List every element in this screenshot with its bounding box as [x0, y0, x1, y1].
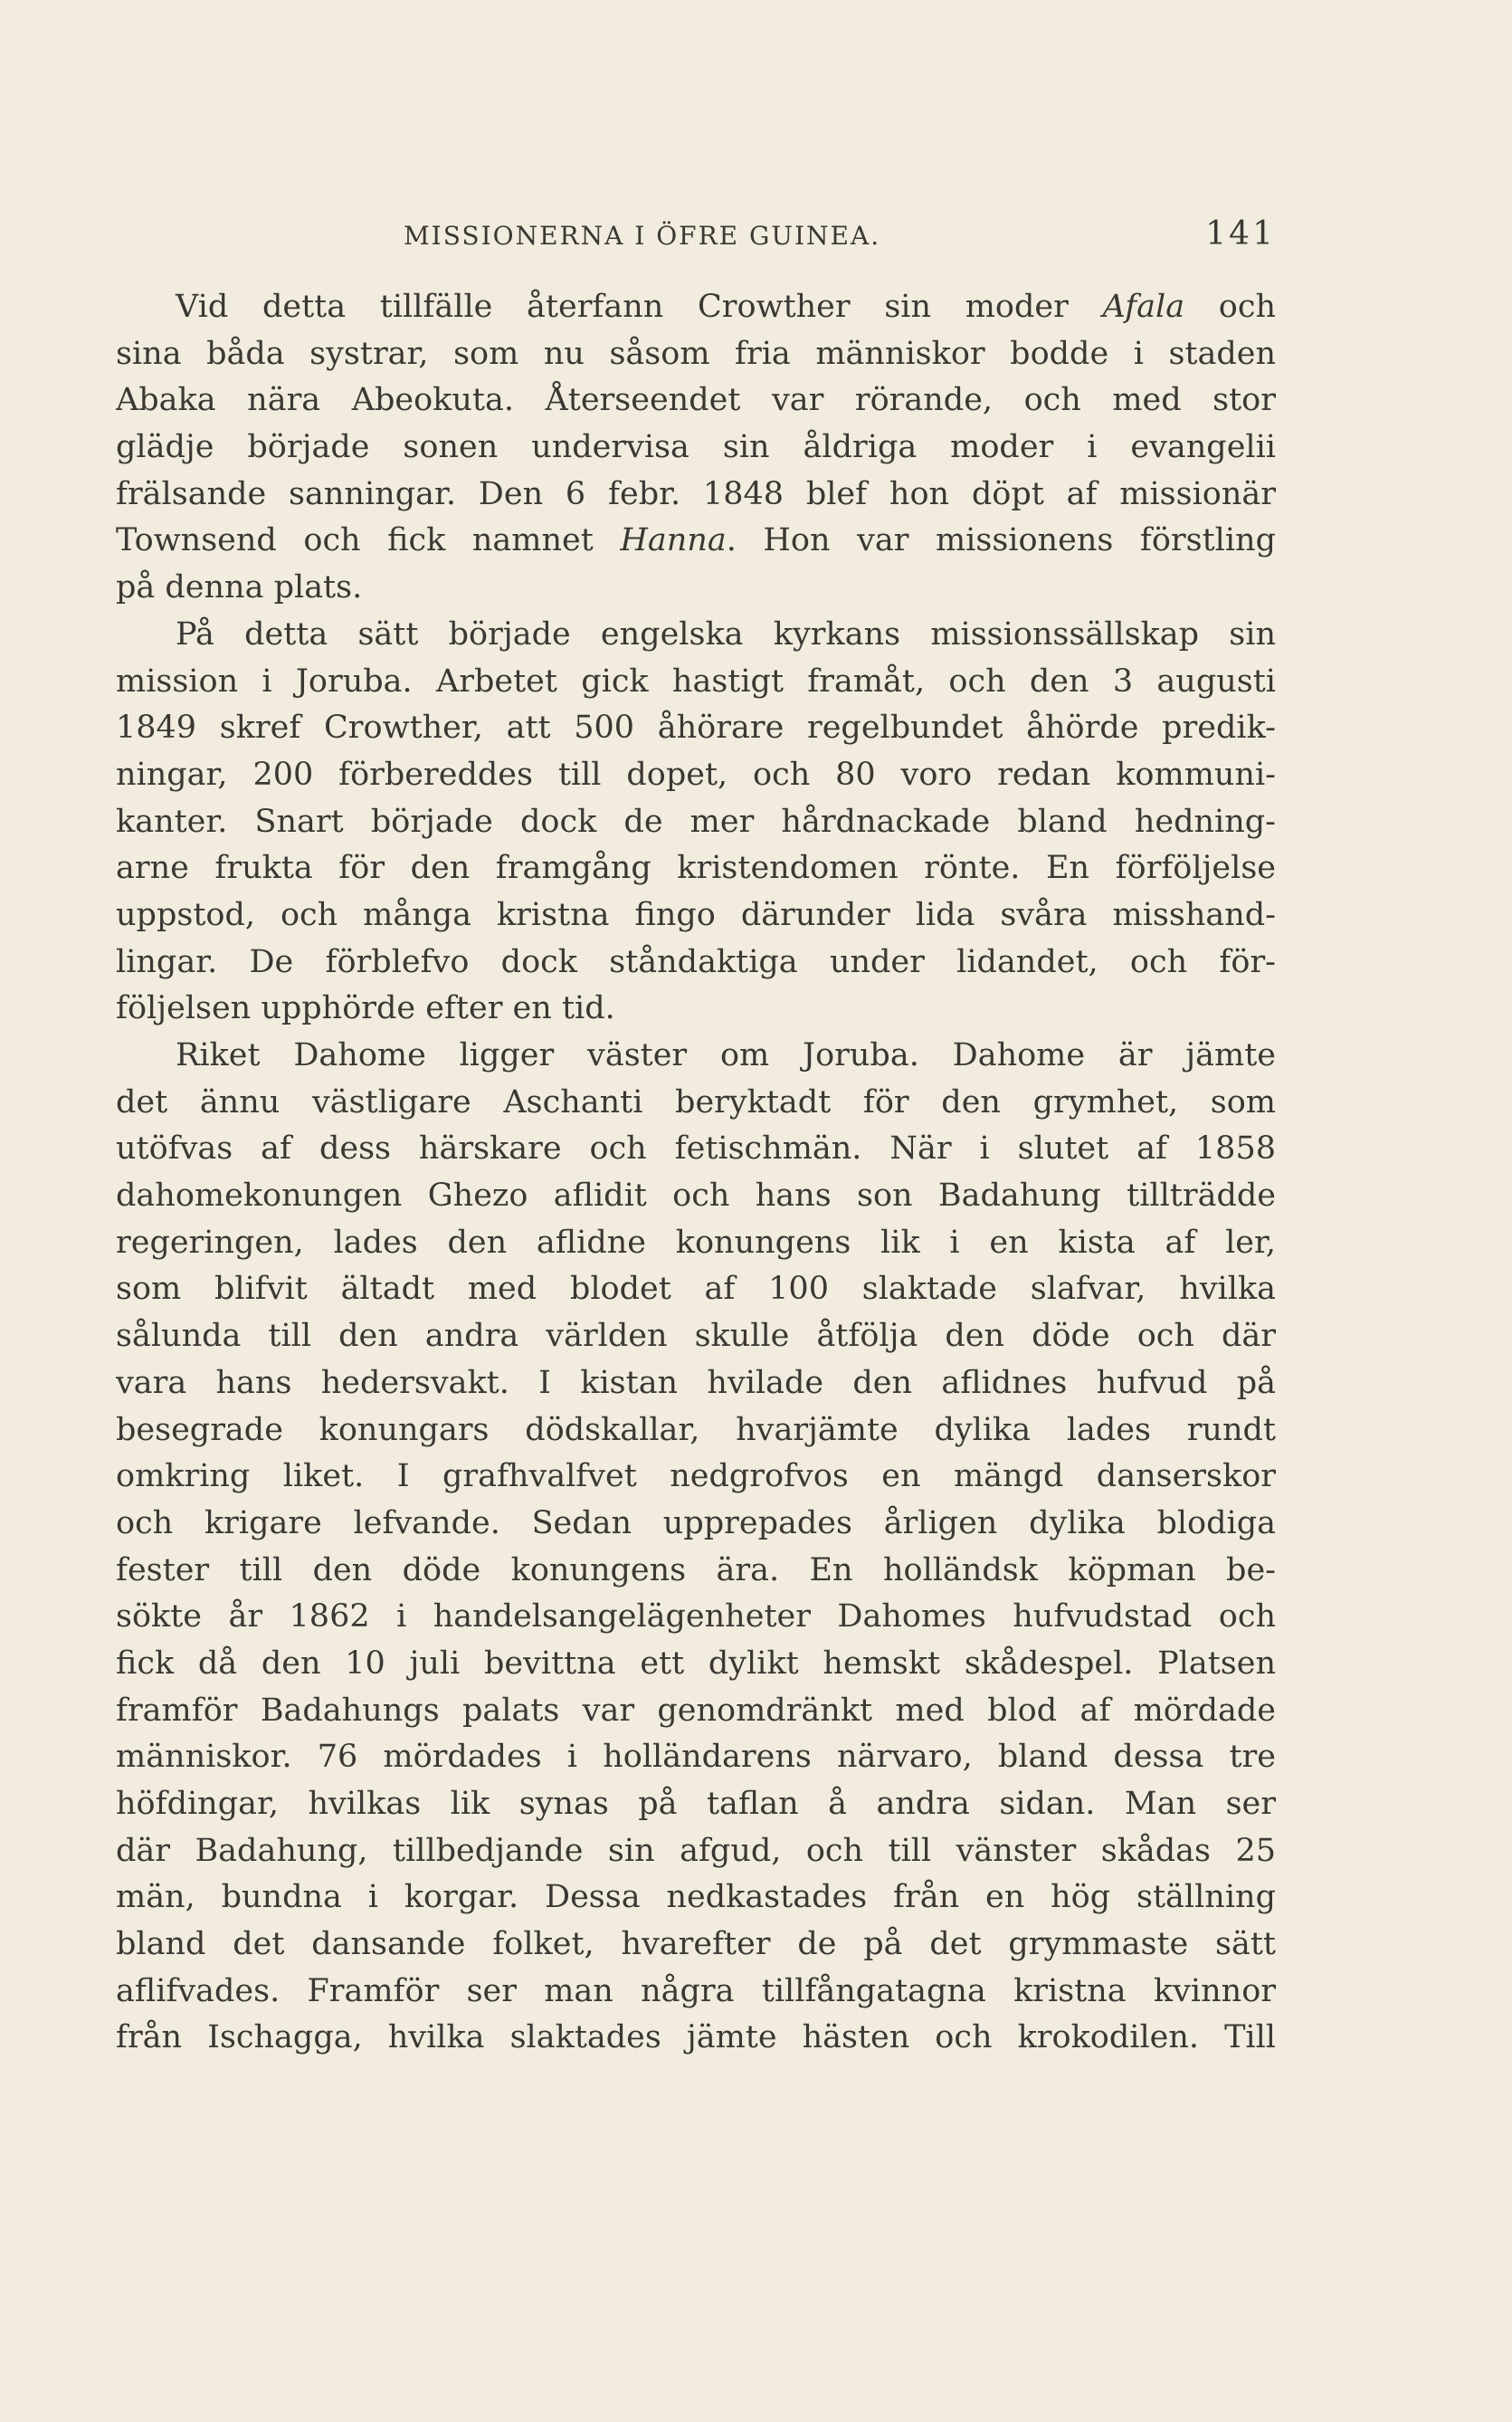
- line-text: som blifvit ältadt med blodet af 100 slaktade slafvar, hvilka: [116, 1271, 1276, 1308]
- text-line: [116, 1033, 1276, 1080]
- line-text: besegrade konungars dödskallar, hvarjämte dylika lades rundt: [116, 1411, 1276, 1448]
- text-line: [116, 892, 1276, 939]
- text-line: [116, 986, 1276, 1033]
- text-line: [116, 1828, 1276, 1875]
- line-text: utöfvas af dess härskare och fetischmän. När i slutet af 1858: [116, 1130, 1276, 1168]
- line-text: från Ischagga, hvilka slaktades jämte hästen och krokodilen. Till: [116, 2019, 1276, 2056]
- line-text: glädje började sonen undervisa sin åldriga moder i evangelii: [116, 429, 1276, 466]
- text-line: [116, 284, 1276, 331]
- line-text: bland det dansande folket, hvarefter de på det grymmaste sätt: [116, 1926, 1276, 1963]
- page-number: 141: [1205, 215, 1276, 253]
- line-text: och krigare lefvande. Sedan upprepades årligen dylika blodiga: [116, 1504, 1276, 1541]
- text-line: [116, 1641, 1276, 1688]
- text-line: [116, 752, 1276, 799]
- text-line: [116, 2015, 1276, 2062]
- line-text: fick då den 10 juli bevittna ett dylikt hemskt skådespel. Platsen: [116, 1645, 1276, 1682]
- text-line: [116, 1266, 1276, 1313]
- line-text: följelsen upphörde efter en tid.: [116, 990, 615, 1027]
- line-text: framför Badahungs palats var genomdränkt med blod af mördade: [116, 1692, 1276, 1729]
- text-line: [116, 1220, 1276, 1267]
- text-line: [116, 1734, 1276, 1781]
- text-line: [116, 1781, 1276, 1828]
- italic-name: Afala: [1102, 289, 1185, 325]
- text-line: [116, 565, 1276, 612]
- italic-name: Hanna: [620, 522, 727, 559]
- text-line: [116, 1548, 1276, 1595]
- text-line: [116, 1594, 1276, 1641]
- text-line: [116, 1921, 1276, 1969]
- line-text: sina båda systrar, som nu såsom fria människor bodde i staden: [116, 335, 1276, 372]
- line-text: fester till den döde konungens ära. En holländsk köpman be-: [116, 1551, 1276, 1588]
- text-line: [116, 518, 1276, 565]
- text-line: [116, 1126, 1276, 1173]
- line-text: vara hans hedersvakt. I kistan hvilade den aflidnes hufvud på: [116, 1364, 1276, 1401]
- text-line: [116, 845, 1276, 892]
- line-text: arne frukta för den framgång kristendomen rönte. En förföljelse: [116, 850, 1276, 887]
- line-text: Vid detta tillfälle återfann Crowther sin moder: [176, 289, 1103, 325]
- line-text: män, bundna i korgar. Dessa nedkastades från en hög ställning: [116, 1879, 1276, 1916]
- text-line: [116, 472, 1276, 519]
- line-text: ningar, 200 förbereddes till dopet, och 80 voro redan kommuni-: [116, 756, 1276, 793]
- body-text: [116, 284, 1276, 2062]
- text-line: [116, 424, 1276, 472]
- text-line: [116, 612, 1276, 659]
- text-line: [116, 1874, 1276, 1921]
- text-line: [116, 331, 1276, 378]
- text-line: [116, 799, 1276, 846]
- line-text: där Badahung, tillbedjande sin afgud, och till vänster skådas 25: [116, 1832, 1276, 1869]
- text-line: [116, 1501, 1276, 1548]
- line-text: kanter. Snart började dock de mer hårdnackade bland hedning-: [116, 803, 1276, 840]
- line-text: höfdingar, hvilkas lik synas på taflan å andra sidan. Man ser: [116, 1786, 1276, 1822]
- line-text: regeringen, lades den aflidne konungens lik i en kista af ler,: [116, 1224, 1276, 1261]
- text-line: [116, 1454, 1276, 1501]
- line-text: lingar. De förblefvo dock ståndaktiga under lidandet, och för-: [116, 943, 1276, 980]
- text-line: [116, 1080, 1276, 1127]
- line-text: 1849 skref Crowther, att 500 åhörare regelbundet åhörde predik-: [116, 710, 1276, 747]
- text-line: [116, 659, 1276, 706]
- text-line: [116, 1313, 1276, 1360]
- line-text: mission i Joruba. Arbetet gick hastigt framåt, och den 3 augusti: [116, 663, 1276, 700]
- line-text: människor. 76 mördades i holländarens närvaro, bland dessa tre: [116, 1739, 1276, 1776]
- line-text: På detta sätt började engelska kyrkans missionssällskap sin: [176, 615, 1276, 653]
- line-text: dahomekonungen Ghezo aflidit och hans son Badahung tillträdde: [116, 1178, 1276, 1215]
- line-text: aflifvades. Framför ser man några tillfångatagna kristna kvinnor: [116, 1972, 1276, 2009]
- line-text: omkring liket. I grafhvalfvet nedgrofvos en mängd danserskor: [116, 1458, 1276, 1495]
- text-line: [116, 1407, 1276, 1454]
- text-line: [116, 939, 1276, 987]
- line-text: på denna plats.: [116, 569, 363, 606]
- text-line: [116, 1173, 1276, 1220]
- line-text: Abaka nära Abeokuta. Återseendet var rörande, och med stor: [116, 382, 1276, 419]
- line-text: Riket Dahome ligger väster om Joruba. Dahome är jämte: [176, 1037, 1276, 1073]
- text-line: [116, 1688, 1276, 1735]
- running-header: [116, 215, 1276, 270]
- text-line: [116, 377, 1276, 424]
- line-text: sålunda till den andra världen skulle åtfölja den döde och där: [116, 1318, 1276, 1355]
- text-line: [116, 1360, 1276, 1407]
- line-text: sökte år 1862 i handelsangelägenheter Dahomes hufvudstad och: [116, 1598, 1276, 1635]
- text-line: [116, 1969, 1276, 2016]
- text-line: [116, 705, 1276, 752]
- line-text-continued: . Hon var missionens förstling: [726, 522, 1276, 559]
- line-text: uppstod, och många kristna fingo därunder lida svåra misshand-: [116, 896, 1276, 933]
- line-text: Townsend och fick namnet: [116, 522, 621, 559]
- line-text: det ännu västligare Aschanti beryktadt för den grymhet, som: [116, 1083, 1276, 1120]
- line-text: frälsande sanningar. Den 6 febr. 1848 blef hon döpt af missionär: [116, 475, 1276, 512]
- running-title: MISSIONERNA I ÖFRE GUINEA.: [404, 221, 881, 251]
- line-text-continued: och: [1184, 289, 1276, 325]
